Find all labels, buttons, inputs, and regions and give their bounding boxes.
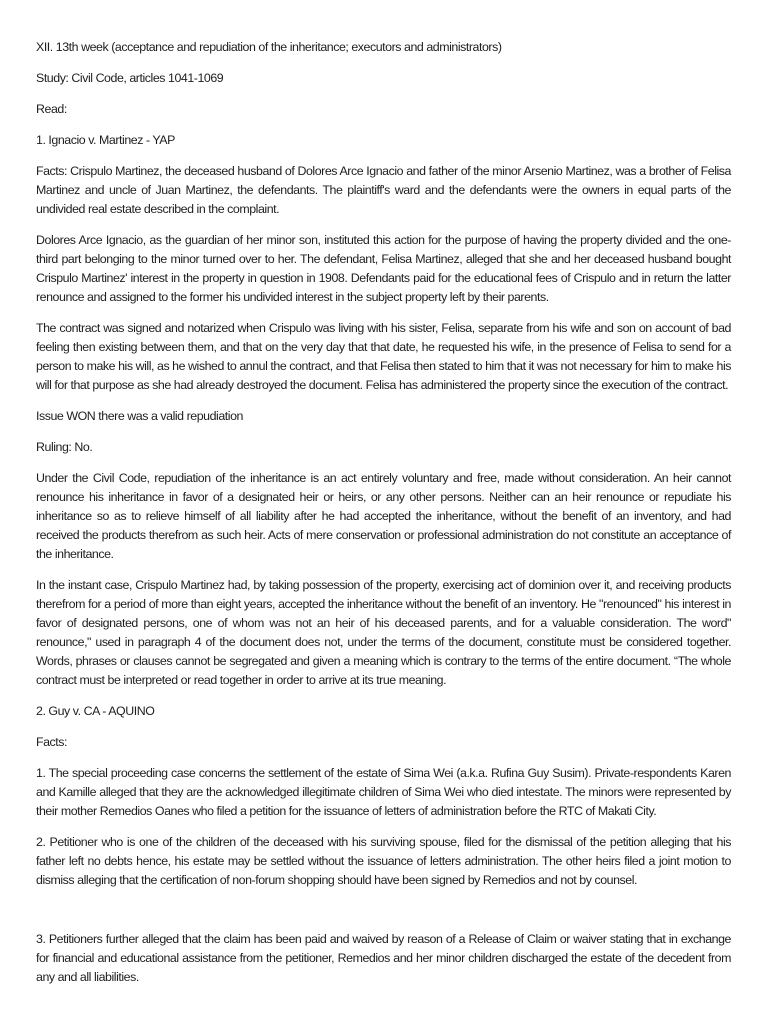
case-2-fact-2: 2. Petitioner who is one of the children of the deceased with his surviving spouse, filed for the dismissal of the petition alleging that his father left no debts hence, his estate may be settled without the issuance of letters administration. The other heirs filed a joint motion to dismiss alleging that the certification of non-forum shopping should have been signed by Remedios and not by counsel.	[36, 835, 731, 887]
case-1-discussion-paragraph-2: In the instant case, Crispulo Martinez had, by taking possession of the property, exercising act of dominion over it, and receiving products therefrom for a period of more than eight years, accepted the inheritance without the benefit of an inventory. He "renounced" his interest in favor of designated persons, one of whom was not an heir of his deceased parents, and for a valuable consideration. The word" renounce," used in paragraph 4 of the document does not, under the terms of the document, constitute must be considered together. Words, phrases or clauses cannot be segregated and given a meaning which is contrary to the terms of the entire document. “The whole contract must be interpreted or read together in order to arrive at its true meaning.	[36, 578, 731, 687]
case-2-facts-label: Facts:	[36, 735, 68, 749]
case-1-facts-paragraph-1: Facts: Crispulo Martinez, the deceased husband of Dolores Arce Ignacio and father of the minor Arsenio Martinez, was a brother of Felisa Martinez and uncle of Juan Martinez, the defendants. The plaintiff's ward and the defendants were the owners in equal parts of the undivided real estate described in the complaint.	[36, 164, 731, 216]
case-1-discussion-paragraph-1: Under the Civil Code, repudiation of the inheritance is an act entirely voluntary and free, made without consideration. An heir cannot renounce his inheritance in favor of a designated heir or heirs, or any other persons. Neither can an heir renounce or repudiate his inheritance so as to relieve himself of all liability after he had accepted the inheritance, without the benefit of an inventory, and had received the products therefrom as such heir. Acts of mere conservation or professional administration do not constitute an acceptance of the inheritance.	[36, 471, 731, 561]
case-1-title: 1. Ignacio v. Martinez - YAP	[36, 133, 175, 147]
case-1-ruling: Ruling: No.	[36, 440, 93, 454]
case-1-facts-paragraph-3: The contract was signed and notarized when Crispulo was living with his sister, Felisa, separate from his wife and son on account of bad feeling then existing between them, and that on the very day that that date, he requested his wife, in the presence of Felisa to send for a person to make his will, as he wished to annul the contract, and that Felisa then stated to him that it was not necessary for him to make his will for that purpose as she had already destroyed the document. Felisa has administered the property since the execution of the contract.	[36, 321, 731, 392]
study-reference: Study: Civil Code, articles 1041-1069	[36, 71, 224, 85]
case-2-fact-1: 1. The special proceeding case concerns the settlement of the estate of Sima Wei (a.k.a. Rufina Guy Susim). Private-respondents Karen and Kamille alleged that they are the acknowledged illegitimate children of Sima Wei who died intestate. The minors were represented by their mother Remedios Oanes who filed a petition for the issuance of letters of administration before the RTC of Makati City.	[36, 766, 731, 818]
case-2-title: 2. Guy v. CA - AQUINO	[36, 704, 155, 718]
read-label: Read:	[36, 102, 67, 116]
case-1-facts-paragraph-2: Dolores Arce Ignacio, as the guardian of her minor son, instituted this action for the purpose of having the property divided and the one-third part belonging to the minor turned over to her. The defendant, Felisa Martinez, alleged that she and her deceased husband bought Crispulo Martinez' interest in the property in question in 1908. Defendants paid for the educational fees of Crispulo and in return the latter renounce and assigned to the former his undivided interest in the subject property left by their parents.	[36, 233, 731, 304]
case-2-fact-3: 3. Petitioners further alleged that the claim has been paid and waived by reason of a Release of Claim or waiver stating that in exchange for financial and educational assistance from the petitioner, Remedios and her minor children discharged the estate of the decedent from any and all liabilities.	[36, 932, 731, 984]
case-1-issue: Issue WON there was a valid repudiation	[36, 409, 243, 423]
document-heading: XII. 13th week (acceptance and repudiation of the inheritance; executors and administrators)	[36, 40, 502, 54]
